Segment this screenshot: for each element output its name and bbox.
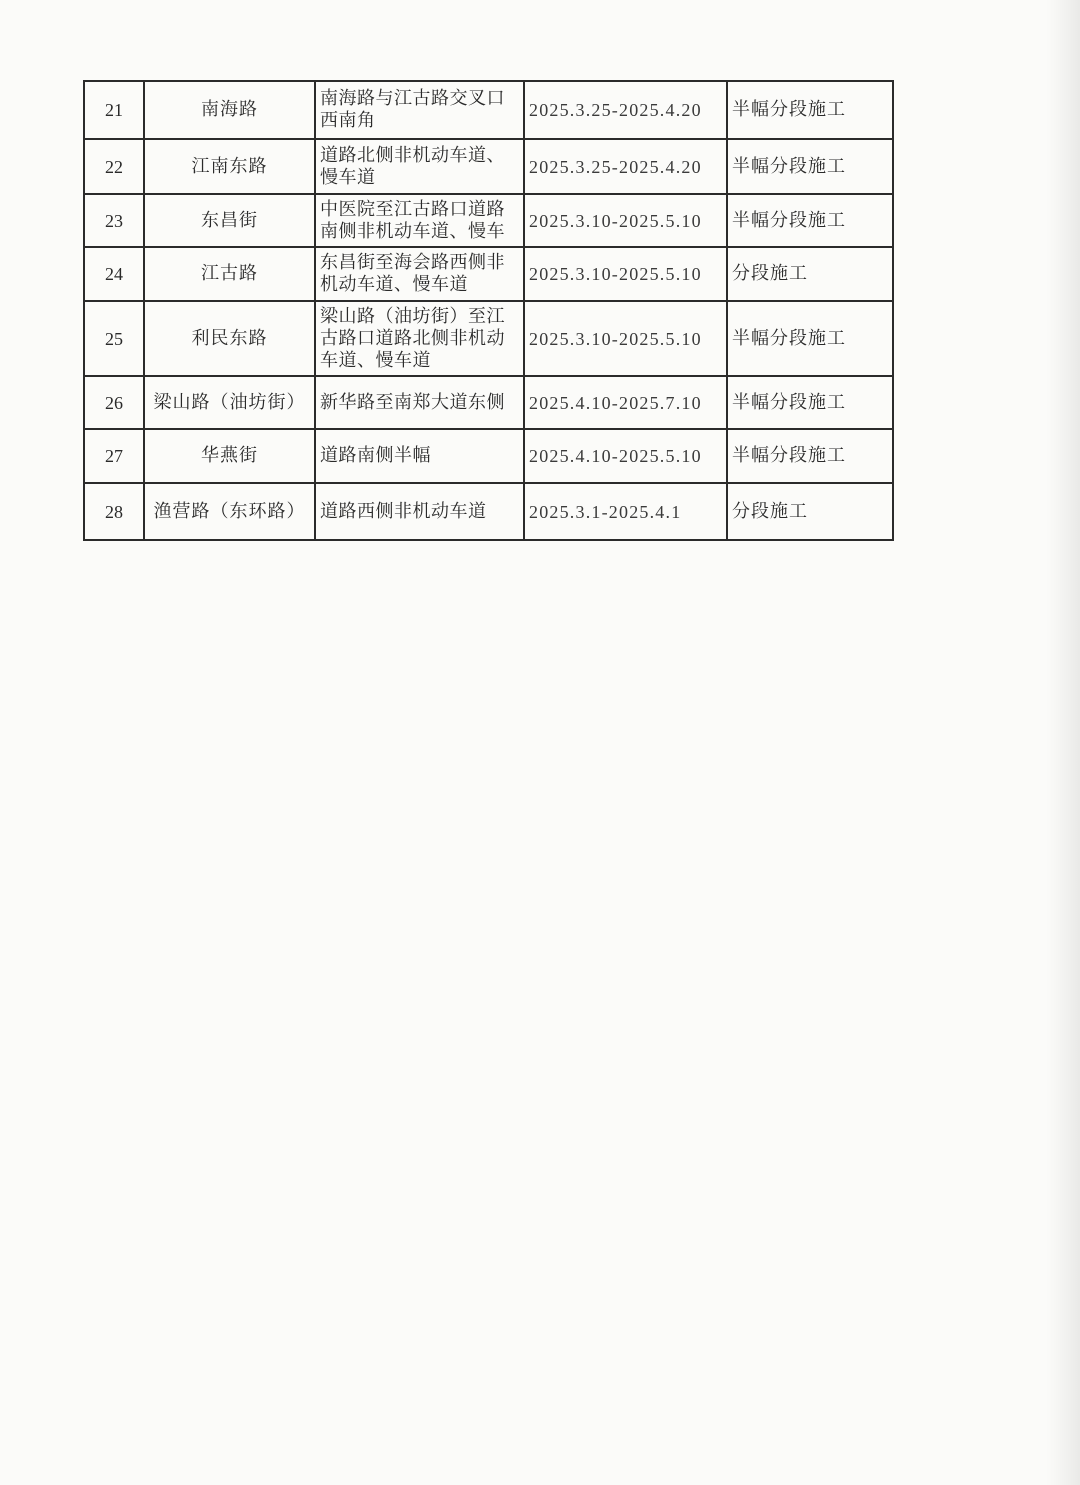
table-row [84, 429, 893, 483]
road-name: 梁山路（油坊街） [144, 376, 315, 429]
road-section [315, 247, 524, 301]
road-section-text: 道路北侧非机动车道、慢车道 [320, 144, 505, 188]
construction-period: 2025.4.10-2025.7.10 [524, 376, 727, 429]
construction-table [83, 80, 894, 541]
table-row [84, 376, 893, 429]
road-section [315, 139, 524, 194]
row-number: 25 [84, 301, 144, 376]
construction-mode: 分段施工 [727, 483, 893, 540]
road-name: 利民东路 [144, 301, 315, 376]
road-section-text: 中医院至江古路口道路南侧非机动车道、慢车 [320, 198, 505, 242]
construction-period: 2025.3.10-2025.5.10 [524, 301, 727, 376]
construction-period: 2025.4.10-2025.5.10 [524, 429, 727, 483]
construction-period: 2025.3.25-2025.4.20 [524, 139, 727, 194]
row-number: 22 [84, 139, 144, 194]
table-row [84, 301, 893, 376]
table-row [84, 247, 893, 301]
row-number: 24 [84, 247, 144, 301]
road-section-text: 东昌街至海会路西侧非机动车道、慢车道 [320, 252, 505, 295]
construction-mode: 半幅分段施工 [727, 376, 893, 429]
road-section [315, 81, 524, 139]
page-shadow [1046, 0, 1080, 1485]
row-number: 26 [84, 376, 144, 429]
road-section: 梁山路（油坊街）至江古路口道路北侧非机动车道、慢车道 [315, 301, 524, 376]
table-row [84, 139, 893, 194]
road-section [315, 194, 524, 247]
construction-mode: 半幅分段施工 [727, 301, 893, 376]
construction-mode: 半幅分段施工 [727, 194, 893, 247]
road-section-text: 南海路与江古路交叉口西南角 [320, 88, 505, 131]
road-name: 华燕街 [144, 429, 315, 483]
construction-period: 2025.3.1-2025.4.1 [524, 483, 727, 540]
road-section: 新华路至南郑大道东侧 [315, 376, 524, 429]
table-row [84, 194, 893, 247]
row-number: 21 [84, 81, 144, 139]
construction-period: 2025.3.10-2025.5.10 [524, 194, 727, 247]
road-section: 道路西侧非机动车道 [315, 483, 524, 540]
construction-mode: 半幅分段施工 [727, 429, 893, 483]
road-name: 江古路 [144, 247, 315, 301]
construction-period: 2025.3.10-2025.5.10 [524, 247, 727, 301]
road-name: 渔营路（东环路） [144, 483, 315, 540]
construction-period: 2025.3.25-2025.4.20 [524, 81, 727, 139]
road-section: 道路南侧半幅 [315, 429, 524, 483]
row-number: 23 [84, 194, 144, 247]
road-name: 东昌街 [144, 194, 315, 247]
row-number: 27 [84, 429, 144, 483]
construction-mode: 半幅分段施工 [727, 139, 893, 194]
construction-mode: 分段施工 [727, 247, 893, 301]
row-number: 28 [84, 483, 144, 540]
road-name: 南海路 [144, 81, 315, 139]
table-row [84, 483, 893, 540]
road-name: 江南东路 [144, 139, 315, 194]
document-sheet [83, 80, 894, 541]
construction-mode: 半幅分段施工 [727, 81, 893, 139]
table-row [84, 81, 893, 139]
